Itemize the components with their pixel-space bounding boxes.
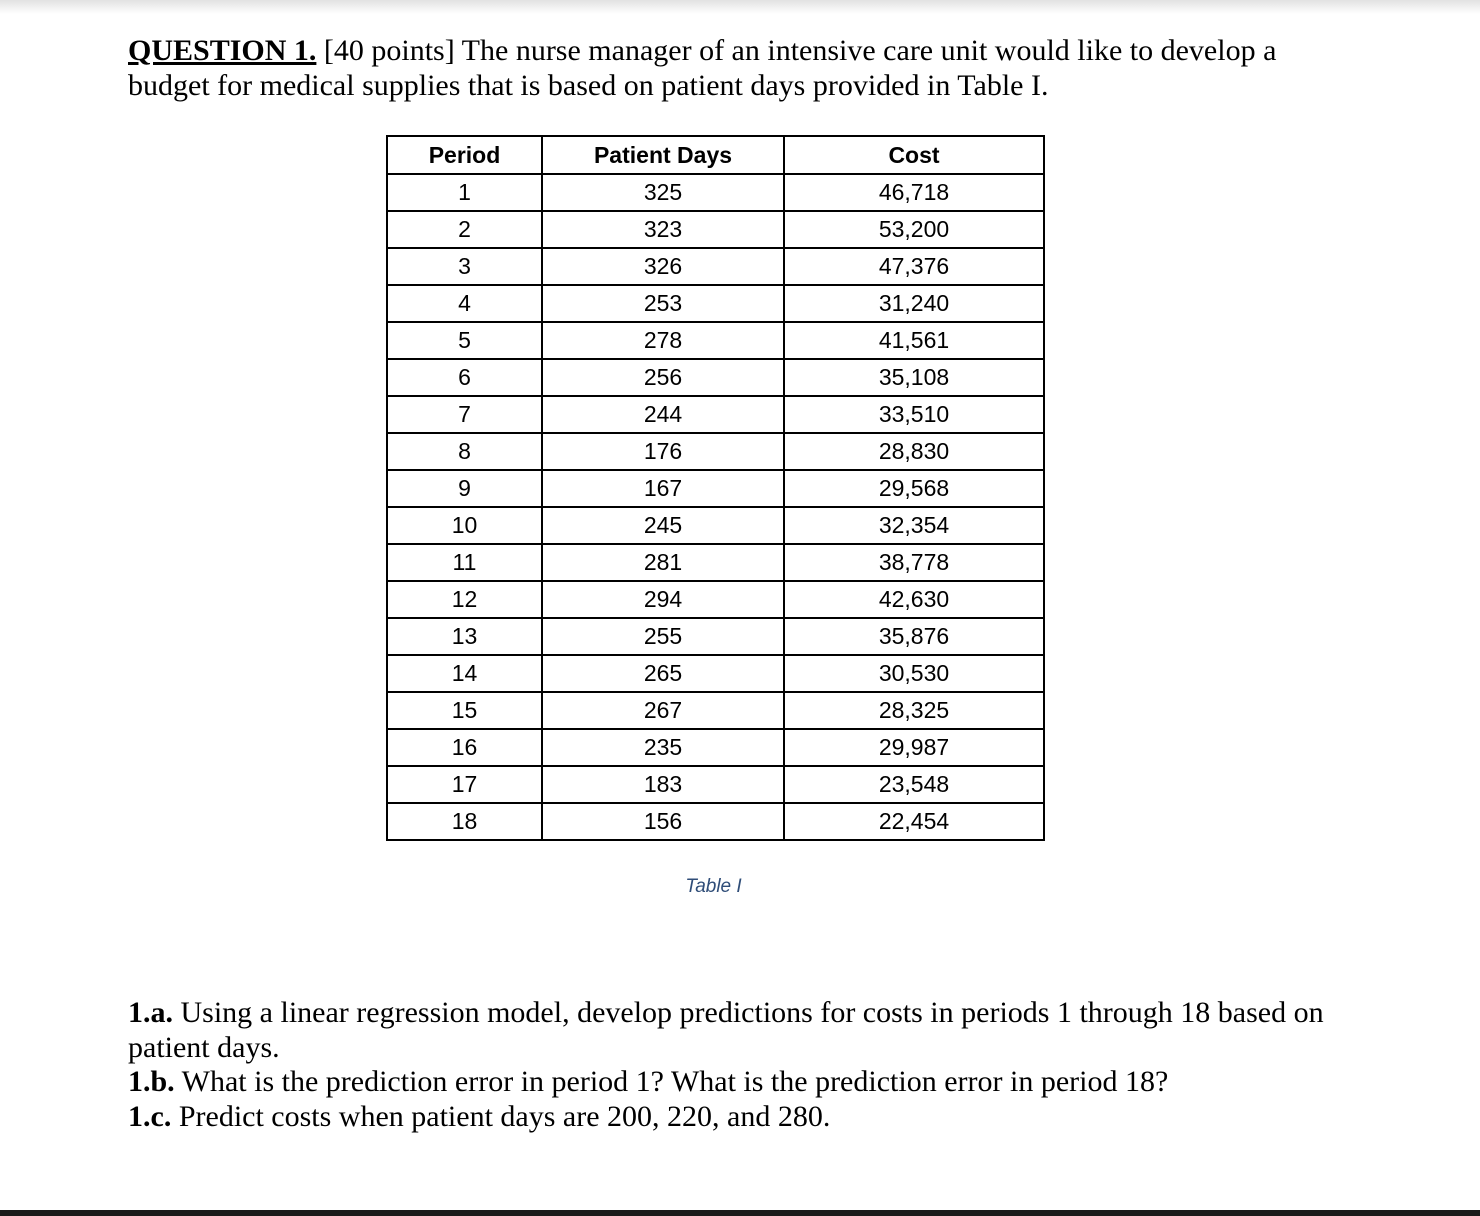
cell-period: 17 (387, 766, 542, 803)
cell-cost: 28,830 (784, 433, 1044, 470)
part-text: What is the prediction error in period 1? What is the prediction error in period 18? (181, 1065, 1169, 1098)
cell-cost: 35,876 (784, 618, 1044, 655)
table-row (387, 507, 1044, 544)
part-text: Using a linear regression model, develop predictions for costs in periods 1 through 18 based on patient days. (128, 996, 1324, 1064)
cell-cost: 46,718 (784, 174, 1044, 211)
table-row (387, 470, 1044, 507)
cell-patient-days: 176 (542, 433, 784, 470)
cell-period: 10 (387, 507, 542, 544)
cell-cost: 30,530 (784, 655, 1044, 692)
table-row (387, 211, 1044, 248)
cell-period: 5 (387, 322, 542, 359)
table-row (387, 544, 1044, 581)
cell-period: 14 (387, 655, 542, 692)
cell-patient-days: 255 (542, 618, 784, 655)
cell-period: 13 (387, 618, 542, 655)
cell-period: 7 (387, 396, 542, 433)
table-row (387, 174, 1044, 211)
question-part (128, 996, 1328, 1065)
part-label: 1.b. (128, 1065, 175, 1098)
cell-period: 6 (387, 359, 542, 396)
cell-cost: 28,325 (784, 692, 1044, 729)
table-row (387, 692, 1044, 729)
cell-cost: 29,568 (784, 470, 1044, 507)
table-row (387, 433, 1044, 470)
cell-patient-days: 326 (542, 248, 784, 285)
cell-cost: 42,630 (784, 581, 1044, 618)
question-label: QUESTION 1. (128, 34, 317, 67)
page-bottom-edge (0, 1210, 1480, 1216)
cell-period: 4 (387, 285, 542, 322)
cell-patient-days: 256 (542, 359, 784, 396)
question-part (128, 1065, 1328, 1100)
cell-cost: 29,987 (784, 729, 1044, 766)
part-text: Predict costs when patient days are 200, 220, and 280. (178, 1099, 831, 1133)
cell-period: 16 (387, 729, 542, 766)
table-row (387, 581, 1044, 618)
cell-patient-days: 281 (542, 544, 784, 581)
cell-period: 9 (387, 470, 542, 507)
cell-patient-days: 278 (542, 322, 784, 359)
cell-cost: 33,510 (784, 396, 1044, 433)
cell-patient-days: 323 (542, 211, 784, 248)
header-patient-days: Patient Days (542, 136, 784, 174)
cell-patient-days: 245 (542, 507, 784, 544)
header-cost: Cost (784, 136, 1044, 174)
cell-patient-days: 156 (542, 803, 784, 840)
cell-patient-days: 235 (542, 729, 784, 766)
cell-cost: 32,354 (784, 507, 1044, 544)
data-table (386, 135, 1045, 841)
top-shadow (0, 0, 1480, 14)
question-heading (128, 33, 1348, 103)
cell-period: 12 (387, 581, 542, 618)
cell-period: 3 (387, 248, 542, 285)
table-row (387, 618, 1044, 655)
cell-cost: 47,376 (784, 248, 1044, 285)
question-part (128, 1100, 1328, 1135)
cell-patient-days: 253 (542, 285, 784, 322)
header-period: Period (387, 136, 542, 174)
cell-cost: 22,454 (784, 803, 1044, 840)
cell-cost: 35,108 (784, 359, 1044, 396)
table-row (387, 766, 1044, 803)
table-row (387, 396, 1044, 433)
cell-patient-days: 325 (542, 174, 784, 211)
cell-patient-days: 183 (542, 766, 784, 803)
cell-period: 18 (387, 803, 542, 840)
table-row (387, 803, 1044, 840)
cell-patient-days: 265 (542, 655, 784, 692)
table-row (387, 359, 1044, 396)
cell-period: 1 (387, 174, 542, 211)
cell-period: 2 (387, 211, 542, 248)
question-text: [40 points] The nurse manager of an intensive care unit would like to develop a budget for medical supplies that is based on patient days provided in Table I. (128, 34, 1277, 102)
table-row (387, 729, 1044, 766)
cell-patient-days: 244 (542, 396, 784, 433)
table-row (387, 285, 1044, 322)
table-header-row (387, 136, 1044, 174)
cell-period: 11 (387, 544, 542, 581)
cell-patient-days: 294 (542, 581, 784, 618)
cell-period: 15 (387, 692, 542, 729)
cell-cost: 41,561 (784, 322, 1044, 359)
table-row (387, 322, 1044, 359)
question-parts (128, 996, 1328, 1134)
cell-period: 8 (387, 433, 542, 470)
cell-cost: 31,240 (784, 285, 1044, 322)
table-body (387, 174, 1044, 840)
table-caption: Table I (685, 876, 742, 897)
cell-patient-days: 167 (542, 470, 784, 507)
part-label: 1.c. (128, 1099, 172, 1133)
table-row (387, 655, 1044, 692)
part-label: 1.a. (128, 996, 173, 1029)
cell-cost: 23,548 (784, 766, 1044, 803)
cell-cost: 38,778 (784, 544, 1044, 581)
table-row (387, 248, 1044, 285)
cell-patient-days: 267 (542, 692, 784, 729)
cell-cost: 53,200 (784, 211, 1044, 248)
